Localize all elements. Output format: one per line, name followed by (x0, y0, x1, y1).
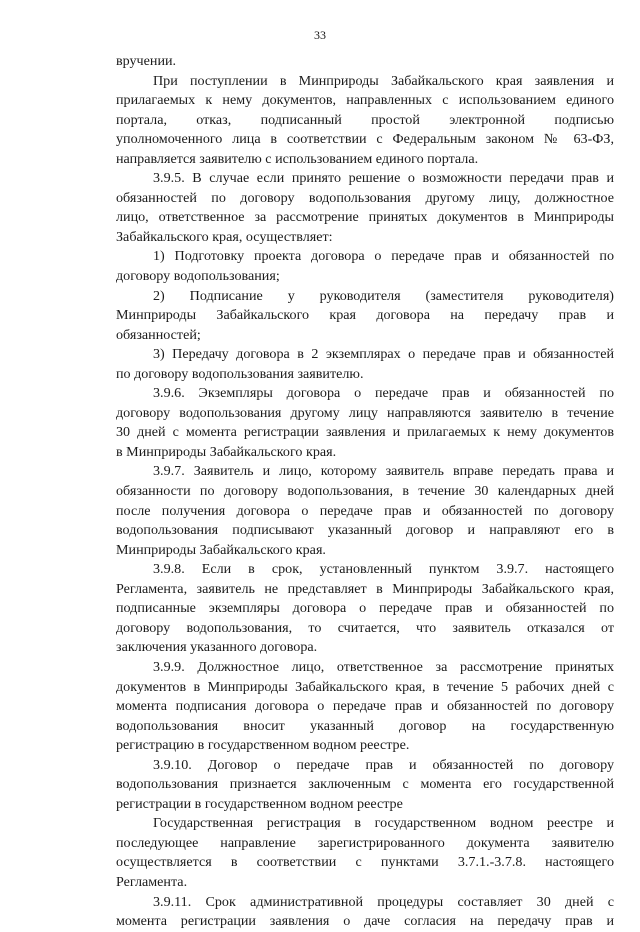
text-line: портала, отказ, подписанный простой электронной подписью (116, 111, 614, 128)
text-line: Минприроды Забайкальского края договора на передачу прав и (116, 307, 614, 324)
page-number: 33 (314, 28, 326, 42)
text-line: обязанностей по договору водопользования другому лицу, должностное (116, 189, 614, 206)
text-line: водопользования признается заключенным с момента его государственной (116, 776, 614, 793)
text-line: Регламента, заявитель не представляет в Минприроды Забайкальского края, (116, 580, 614, 597)
text-line: осуществляется в соответствии с пунктами 3.7.1.-3.7.8. настоящего (116, 854, 614, 871)
text-line: регистрации в государственном водном реестре (116, 795, 403, 812)
text-line: вручении. (116, 53, 177, 69)
document-body (116, 52, 614, 932)
text-line: подписанные экземпляры договора о передаче прав и обязанностей по (116, 600, 614, 617)
text-line: Забайкальского края, осуществляет: (116, 228, 333, 245)
text-line: 3.9.9. Должностное лицо, ответственное за рассмотрение принятых (153, 658, 614, 675)
text-line: 30 дней с момента регистрации заявления и прилагаемых к нему документов (116, 424, 614, 441)
text-line: в Минприроды Забайкальского края. (116, 443, 337, 460)
text-line: момента регистрации заявления о даче согласия на передачу прав и (116, 913, 614, 930)
text-line: прилагаемых к нему документов, направленных с использованием единого (116, 92, 614, 109)
text-line: последующее направление зарегистрированного документа заявителю (116, 834, 614, 851)
text-line: 3.9.7. Заявитель и лицо, которому заявитель вправе передать права и (153, 463, 614, 480)
text-line: после получения договора о передаче прав и обязанностей по договору (116, 502, 614, 519)
text-line: При поступлении в Минприроды Забайкальского края заявления и (153, 72, 614, 89)
text-line: документов в Минприроды Забайкальского края, в течение 5 рабочих дней с (116, 678, 614, 695)
text-line: момента подписания договора о передаче прав и обязанностей по договору (116, 698, 614, 715)
text-line: 3.9.8. Если в срок, установленный пунктом 3.9.7. настоящего (153, 561, 614, 578)
text-line: договору водопользования; (116, 268, 280, 285)
text-line: 3.9.11. Срок административной процедуры составляет 30 дней с (153, 893, 614, 910)
text-line: Регламента. (116, 873, 188, 890)
text-line: Минприроды Забайкальского края. (116, 541, 326, 558)
text-line: договору водопользования другому лицу направляются заявителю в течение (116, 404, 614, 421)
text-line: Государственная регистрация в государственном водном реестре и (153, 815, 614, 832)
text-line: водопользования подписывают указанный договор и направляют его в (116, 522, 614, 539)
text-line: заключения указанного договора. (116, 639, 318, 656)
text-line: по договору водопользования заявителю. (116, 365, 364, 382)
text-line: договору водопользования, то считается, что заявитель отказался от (116, 619, 614, 636)
text-line: 3) Передачу договора в 2 экземплярах о передаче прав и обязанностей (153, 346, 614, 363)
text-line: 3.9.5. В случае если принято решение о возможности передачи прав и (153, 170, 614, 187)
text-line: 3.9.10. Договор о передаче прав и обязанностей по договору (153, 756, 614, 773)
text-line: уполномоченного лица в соответствии с Федеральным законом № 63-ФЗ, (116, 131, 614, 148)
text-line: 1) Подготовку проекта договора о передаче прав и обязанностей по (153, 248, 614, 265)
text-line: лицо, ответственное за рассмотрение принятых документов в Минприроды (116, 209, 614, 226)
text-line: направляется заявителю с использованием единого портала. (116, 150, 479, 167)
text-line: водопользования вносит указанный договор на государственную (116, 717, 614, 734)
text-line: обязанностей; (116, 326, 201, 343)
text-line: регистрацию в государственном водном реестре. (116, 737, 410, 754)
text-line: обязанности по договору водопользования, в течение 30 календарных дней (116, 483, 614, 500)
text-line: 2) Подписание у руководителя (заместителя руководителя) (153, 287, 614, 304)
text-line: 3.9.6. Экземпляры договора о передаче прав и обязанностей по (153, 385, 614, 402)
